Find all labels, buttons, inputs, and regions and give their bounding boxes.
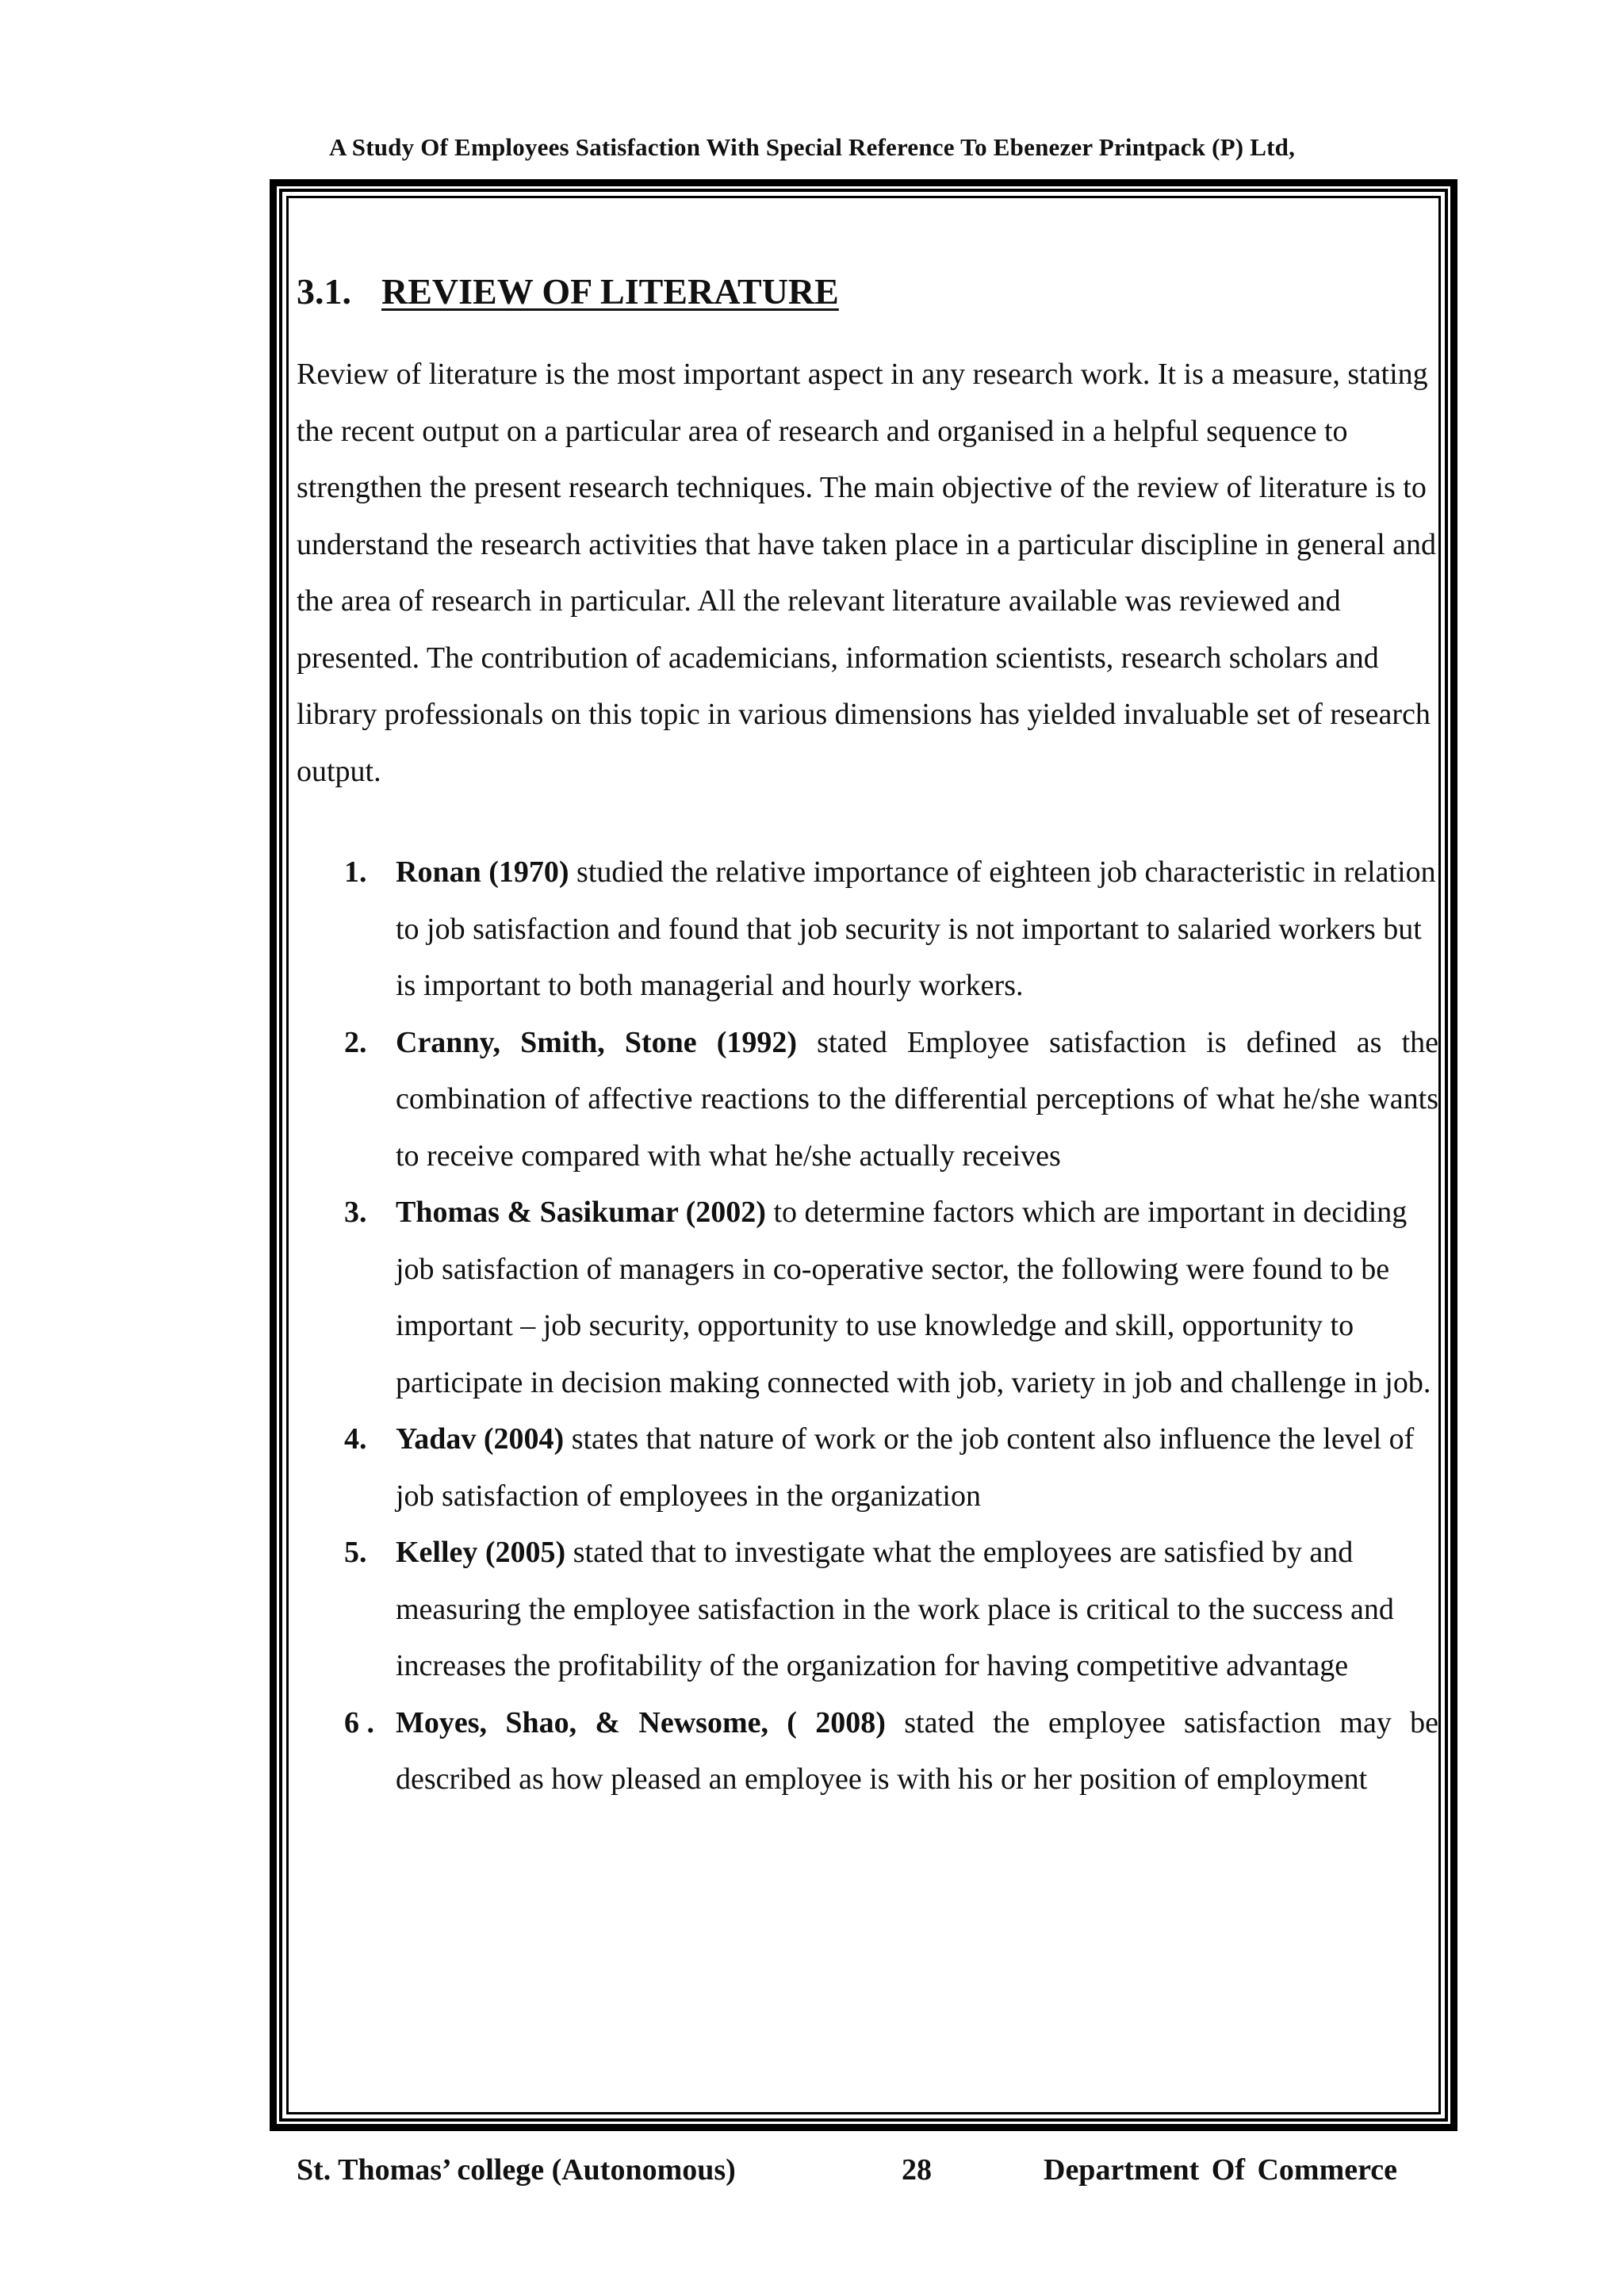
review-text: stated Employee satisfaction is defined as the combination of affective reactions to the differential perceptions of what he/she wants to receive compared with what he/she actually receives [396, 1025, 1438, 1173]
page-content [297, 270, 1438, 1808]
review-number: 2. [344, 1025, 367, 1059]
review-item [297, 1184, 1438, 1411]
review-item [297, 1015, 1438, 1185]
review-number: 1. [344, 855, 367, 890]
review-author: Yadav (2004) [396, 1422, 565, 1456]
footer-college: St. Thomas’ college (Autonomous) [297, 2153, 736, 2187]
review-number: 6 . [344, 1705, 374, 1739]
review-number: 5. [344, 1536, 367, 1570]
intro-paragraph: Review of literature is the most important aspect in any research work. It is a measure, stating the recent output on a particular area of research and organised in a helpful sequence to strengthen the present research techniques. The main objective of the review of literature is to understand the research activities that have taken place in a particular discipline in general and the area of research in particular. All the relevant literature available was reviewed and presented. The contribution of academicians, information scientists, research scholars and library professionals on this topic in various dimensions has yielded invaluable set of research output. [297, 358, 1437, 788]
review-author: Cranny, Smith, Stone (1992) [396, 1025, 798, 1059]
review-number: 3. [344, 1196, 367, 1230]
review-text: stated that to investigate what the employees are satisfied by and measuring the employee satisfaction in the work place is critical to the success and increases the profitability of the organization for having competitive advantage [396, 1536, 1394, 1683]
section-title: REVIEW OF LITERATURE [381, 271, 839, 312]
review-list [297, 844, 1438, 1808]
review-text: stated the employee satisfaction may be described as how pleased an employee is with his or her position of employment [396, 1705, 1439, 1797]
review-author: Ronan (1970) [396, 855, 569, 890]
footer-page-number: 28 [902, 2153, 932, 2187]
review-item [297, 1411, 1438, 1525]
review-item [297, 1525, 1438, 1695]
review-number: 4. [344, 1422, 367, 1456]
review-author: Thomas & Sasikumar (2002) [396, 1196, 766, 1230]
review-author: Kelley (2005) [396, 1536, 566, 1570]
running-header: A Study Of Employees Satisfaction With Special Reference To Ebenezer Printpack (P) Ltd, [328, 133, 1296, 161]
review-item [297, 1695, 1438, 1808]
review-item [297, 844, 1438, 1015]
review-text: to determine factors which are important in deciding job satisfaction of managers in co-operative sector, the following were found to be important – job security, opportunity to use knowledge and skill, opportunity to participate in decision making connected with job, variety in job and challenge in job. [396, 1196, 1431, 1399]
footer-department: Department Of Commerce [1044, 2153, 1398, 2187]
review-text: studied the relative importance of eighteen job characteristic in relation to job satisfaction and found that job security is not important to salaried workers but is important to both managerial and hourly workers. [396, 855, 1436, 1003]
section-number: 3.1. [297, 271, 351, 312]
review-text: states that nature of work or the job content also influence the level of job satisfaction of employees in the organization [396, 1422, 1415, 1513]
section-heading [297, 270, 1438, 313]
review-author: Moyes, Shao, & Newsome, ( 2008) [396, 1705, 886, 1739]
